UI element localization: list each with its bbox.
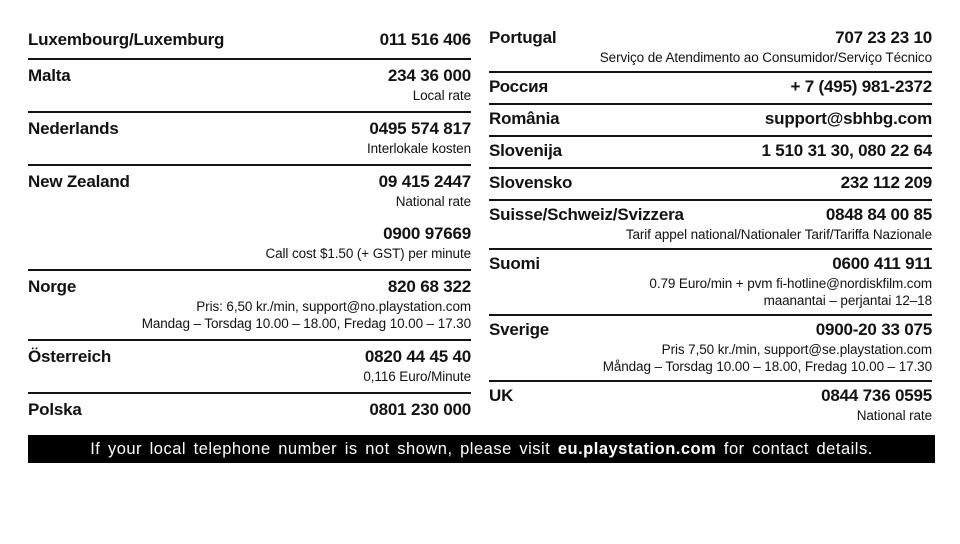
phone-number: 0801 230 000 bbox=[369, 400, 471, 419]
entry-row bbox=[28, 171, 471, 193]
phone-number: 820 68 322 bbox=[387, 277, 471, 296]
country-label: UK bbox=[489, 386, 514, 405]
rate-info: National rate bbox=[395, 194, 471, 209]
rate-info: Mandag – Torsdag 10.00 – 18.00, Fredag 10.00 – 17.30 bbox=[141, 316, 471, 331]
entry-row bbox=[489, 319, 932, 341]
entry-row bbox=[489, 108, 932, 130]
phone-number: 232 112 209 bbox=[840, 173, 932, 192]
rate-info: Interlokale kosten bbox=[366, 141, 471, 156]
rate-info: maanantai – perjantai 12–18 bbox=[763, 293, 932, 308]
banner-text-suffix: for contact details. bbox=[716, 440, 873, 458]
phone-number: 0848 84 00 85 bbox=[825, 205, 932, 224]
rate-info: Tarif appel national/Nationaler Tarif/Tariffa Nazionale bbox=[625, 227, 932, 242]
entry-row bbox=[28, 118, 471, 140]
country-label: Slovensko bbox=[489, 173, 573, 192]
support-column-right bbox=[489, 24, 932, 429]
entry-row bbox=[28, 65, 471, 87]
support-entry bbox=[489, 382, 932, 429]
entry-row bbox=[489, 27, 932, 49]
country-label: Österreich bbox=[28, 347, 112, 366]
phone-number: 0600 411 911 bbox=[832, 254, 932, 273]
rate-info: Pris: 6,50 kr./min, support@no.playstation.com bbox=[196, 299, 471, 314]
extra-number-block bbox=[28, 223, 471, 262]
phone-number: 0495 574 817 bbox=[369, 119, 471, 138]
entry-row bbox=[489, 253, 932, 275]
support-entry bbox=[28, 394, 471, 428]
entry-row bbox=[489, 385, 932, 407]
country-label: Nederlands bbox=[28, 119, 119, 138]
phone-number: 011 516 406 bbox=[379, 30, 471, 49]
support-columns bbox=[28, 24, 932, 429]
support-entry bbox=[489, 250, 932, 316]
country-label: Россия bbox=[489, 77, 549, 96]
entry-row bbox=[28, 346, 471, 368]
country-label: Malta bbox=[28, 66, 71, 85]
support-column-left bbox=[28, 24, 471, 428]
support-entry bbox=[489, 137, 932, 169]
support-entry bbox=[28, 60, 471, 113]
rate-info: Call cost $1.50 (+ GST) per minute bbox=[265, 246, 471, 261]
support-entry bbox=[28, 24, 471, 60]
phone-number: 1 510 31 30, 080 22 64 bbox=[761, 141, 932, 160]
support-entry bbox=[28, 341, 471, 394]
support-entry bbox=[28, 166, 471, 271]
entry-row bbox=[28, 399, 471, 421]
country-label: Norge bbox=[28, 277, 77, 296]
rate-info: Serviço de Atendimento ao Consumidor/Serviço Técnico bbox=[599, 50, 932, 65]
rate-info: 0.79 Euro/min + pvm fi-hotline@nordiskfilm.com bbox=[649, 276, 932, 291]
rate-info: National rate bbox=[856, 408, 932, 423]
entry-row bbox=[28, 29, 471, 51]
rate-info: Pris 7,50 kr./min, support@se.playstation.com bbox=[661, 342, 932, 357]
phone-number: 0900-20 33 075 bbox=[815, 320, 932, 339]
phone-number: 707 23 23 10 bbox=[835, 28, 932, 47]
rate-info: Local rate bbox=[412, 88, 471, 103]
country-label: Slovenija bbox=[489, 141, 562, 160]
country-label: Portugal bbox=[489, 28, 557, 47]
support-entry bbox=[28, 113, 471, 166]
phone-number: 0900 97669 bbox=[383, 224, 471, 243]
phone-number: 0844 736 0595 bbox=[821, 386, 932, 405]
country-label: Sverige bbox=[489, 320, 550, 339]
support-entry bbox=[489, 201, 932, 250]
country-label: Suomi bbox=[489, 254, 540, 273]
entry-row bbox=[489, 76, 932, 98]
phone-number: 234 36 000 bbox=[387, 66, 471, 85]
phone-number: 09 415 2447 bbox=[378, 172, 471, 191]
support-entry bbox=[28, 271, 471, 341]
support-entry bbox=[489, 169, 932, 201]
country-label: Polska bbox=[28, 400, 82, 419]
entry-row bbox=[28, 276, 471, 298]
rate-info: Måndag – Torsdag 10.00 – 18.00, Fredag 10.00 – 17.30 bbox=[602, 359, 932, 374]
entry-row bbox=[489, 172, 932, 194]
banner-text-prefix: If your local telephone number is not shown, please visit bbox=[90, 440, 558, 458]
support-entry bbox=[489, 105, 932, 137]
support-entry bbox=[489, 316, 932, 382]
phone-number: 0820 44 45 40 bbox=[364, 347, 471, 366]
country-label: Suisse/Schweiz/Svizzera bbox=[489, 205, 684, 224]
country-label: New Zealand bbox=[28, 172, 130, 191]
footer-banner bbox=[28, 435, 935, 463]
country-label: Luxembourg/Luxemburg bbox=[28, 30, 225, 49]
support-entry bbox=[489, 24, 932, 73]
entry-row bbox=[489, 204, 932, 226]
support-entry bbox=[489, 73, 932, 105]
entry-row bbox=[489, 140, 932, 162]
banner-url: eu.playstation.com bbox=[557, 440, 717, 458]
phone-number: support@sbhbg.com bbox=[764, 109, 932, 128]
rate-info: 0,116 Euro/Minute bbox=[363, 369, 471, 384]
phone-number: + 7 (495) 981-2372 bbox=[790, 77, 932, 96]
country-label: România bbox=[489, 109, 560, 128]
